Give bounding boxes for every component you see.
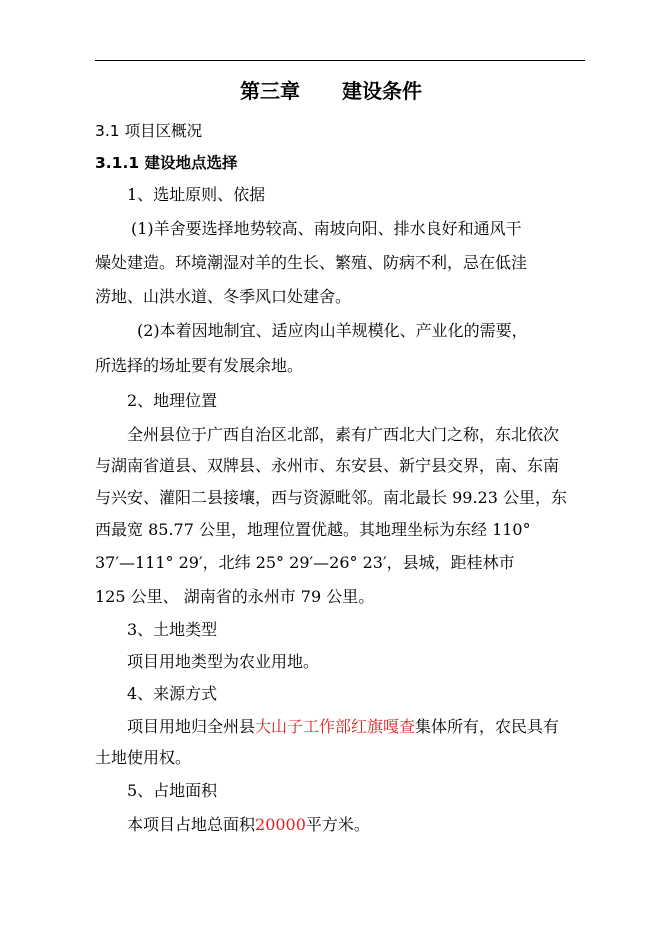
paragraph-line-area — [127, 814, 370, 836]
paragraph-line: (1)羊舍要选择地势较高、南坡向阳、排水良好和通风干 — [131, 219, 522, 238]
text-suffix: 平方米。 — [305, 815, 370, 834]
paragraph-line: 125 公里、 湖南省的永州市 79 公里。 — [95, 587, 375, 606]
paragraph-line-land-owner — [127, 716, 559, 738]
text-prefix: 项目用地归全州县 — [127, 717, 256, 736]
paragraph-line: 与湖南省道县、双牌县、永州市、东安县、新宁县交界，南、东南 — [95, 456, 560, 475]
paragraph-line: 项目用地类型为农业用地。 — [127, 652, 320, 671]
highlighted-owner-name: 大山子工作部红旗嘎查 — [255, 717, 416, 736]
chapter-title — [0, 76, 662, 106]
text-prefix: 本项目占地总面积 — [127, 815, 256, 834]
paragraph-line: 与兴安、灌阳二县接壤，西与资源毗邻。南北最长 99.23 公里，东 — [95, 488, 567, 507]
chapter-name: 建设条件 — [342, 79, 422, 103]
section-heading-3-1-1: 3.1.1 建设地点选择 — [95, 154, 238, 172]
paragraph-line: 涝地、山洪水道、冬季风口处建舍。 — [95, 287, 352, 306]
paragraph-line: 燥处建造。环境潮湿对羊的生长、繁殖、防病不利，忌在低洼 — [95, 253, 528, 272]
item-heading-land-type: 3、土地类型 — [127, 620, 218, 639]
item-heading-location: 2、地理位置 — [127, 391, 218, 410]
item-heading-area: 5、占地面积 — [127, 781, 218, 800]
paragraph-line: 所选择的场址要有发展余地。 — [95, 356, 304, 375]
section-heading-3-1: 3.1 项目区概况 — [95, 122, 203, 140]
chapter-number: 第三章 — [240, 79, 300, 103]
header-rule — [95, 60, 585, 61]
paragraph-line: 37′—111° 29′，北纬 25° 29′—26° 23′，县城，距桂林市 — [95, 553, 515, 572]
paragraph-line: 全州县位于广西自治区北部，素有广西北大门之称，东北依次 — [127, 425, 560, 444]
highlighted-area-value: 20000 — [255, 815, 306, 834]
paragraph-line: 西最宽 85.77 公里，地理位置优越。其地理坐标为东经 110° — [95, 520, 531, 539]
item-heading-site-principles: 1、选址原则、依据 — [127, 185, 266, 204]
paragraph-line: (2)本着因地制宜、适应肉山羊规模化、产业化的需要， — [137, 321, 528, 340]
text-suffix: 集体所有，农民具有 — [415, 717, 560, 736]
item-heading-source: 4、来源方式 — [127, 684, 218, 703]
paragraph-line: 土地使用权。 — [95, 748, 192, 767]
